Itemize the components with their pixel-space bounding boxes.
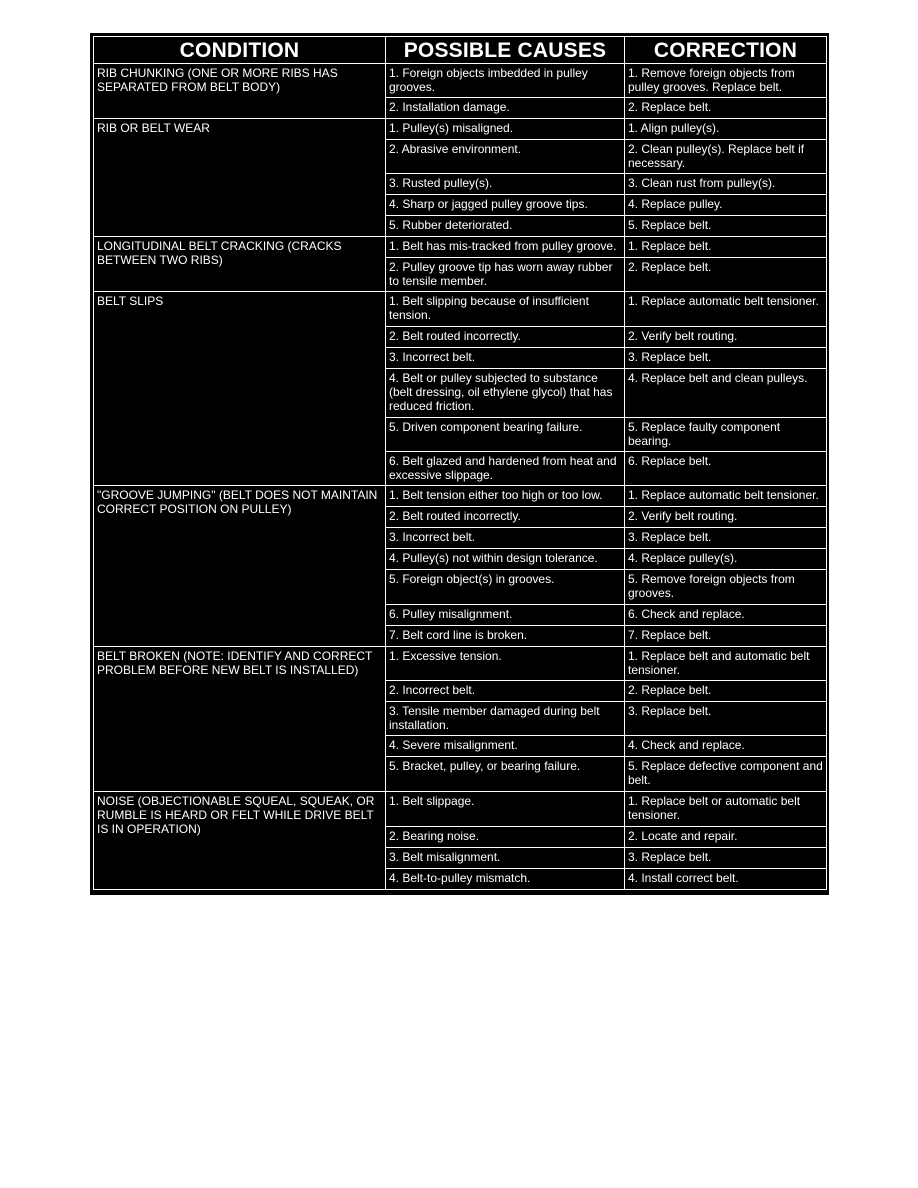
table-row (94, 237, 827, 258)
cause-cell: 5. Bracket, pulley, or bearing failure. (386, 757, 625, 792)
correction-cell: 2. Locate and repair. (625, 827, 827, 848)
cause-cell: 4. Belt or pulley subjected to substance (belt dressing, oil ethylene glycol) that has reduced friction. (386, 369, 625, 418)
cause-cell: 3. Tensile member damaged during belt installation. (386, 702, 625, 736)
cause-cell: 4. Severe misalignment. (386, 736, 625, 757)
table-row (94, 647, 827, 681)
header-possible-causes: POSSIBLE CAUSES (386, 37, 625, 64)
cause-cell: 1. Belt has mis-tracked from pulley groove. (386, 237, 625, 258)
correction-cell: 5. Replace belt. (625, 216, 827, 237)
table-row (94, 292, 827, 327)
cause-cell: 1. Pulley(s) misaligned. (386, 119, 625, 140)
correction-cell: 5. Replace defective component and belt. (625, 757, 827, 792)
correction-cell: 3. Replace belt. (625, 528, 827, 549)
condition-cell: LONGITUDINAL BELT CRACKING (CRACKS BETWEEN TWO RIBS) (94, 237, 386, 292)
correction-cell: 2. Replace belt. (625, 681, 827, 702)
cause-cell: 3. Belt misalignment. (386, 848, 625, 869)
table-row (94, 486, 827, 507)
cause-cell: 3. Incorrect belt. (386, 528, 625, 549)
cause-cell: 1. Belt slippage. (386, 792, 625, 827)
correction-cell: 4. Check and replace. (625, 736, 827, 757)
cause-cell: 4. Pulley(s) not within design tolerance. (386, 549, 625, 570)
cause-cell: 2. Abrasive environment. (386, 140, 625, 174)
cause-cell: 1. Belt tension either too high or too low. (386, 486, 625, 507)
cause-cell: 5. Driven component bearing failure. (386, 418, 625, 452)
condition-cell: RIB OR BELT WEAR (94, 119, 386, 237)
cause-cell: 1. Excessive tension. (386, 647, 625, 681)
correction-cell: 2. Replace belt. (625, 258, 827, 292)
correction-cell: 1. Replace belt and automatic belt tensioner. (625, 647, 827, 681)
table-row (94, 64, 827, 98)
cause-cell: 7. Belt cord line is broken. (386, 626, 625, 647)
correction-cell: 1. Align pulley(s). (625, 119, 827, 140)
diagnosis-table-frame (90, 33, 829, 895)
cause-cell: 2. Belt routed incorrectly. (386, 327, 625, 348)
correction-cell: 2. Verify belt routing. (625, 507, 827, 528)
correction-cell: 2. Clean pulley(s). Replace belt if necessary. (625, 140, 827, 174)
table-body (94, 64, 827, 890)
condition-cell: "GROOVE JUMPING" (BELT DOES NOT MAINTAIN CORRECT POSITION ON PULLEY) (94, 486, 386, 647)
cause-cell: 2. Belt routed incorrectly. (386, 507, 625, 528)
cause-cell: 6. Belt glazed and hardened from heat and excessive slippage. (386, 452, 625, 486)
cause-cell: 2. Pulley groove tip has worn away rubber to tensile member. (386, 258, 625, 292)
correction-cell: 1. Replace automatic belt tensioner. (625, 486, 827, 507)
header-row (94, 37, 827, 64)
correction-cell: 4. Install correct belt. (625, 869, 827, 890)
cause-cell: 4. Belt-to-pulley mismatch. (386, 869, 625, 890)
correction-cell: 2. Verify belt routing. (625, 327, 827, 348)
table-row (94, 119, 827, 140)
cause-cell: 1. Belt slipping because of insufficient tension. (386, 292, 625, 327)
cause-cell: 5. Rubber deteriorated. (386, 216, 625, 237)
correction-cell: 1. Replace belt. (625, 237, 827, 258)
condition-cell: NOISE (OBJECTIONABLE SQUEAL, SQUEAK, OR RUMBLE IS HEARD OR FELT WHILE DRIVE BELT IS IN OPERATION) (94, 792, 386, 890)
correction-cell: 1. Replace belt or automatic belt tensioner. (625, 792, 827, 827)
cause-cell: 4. Sharp or jagged pulley groove tips. (386, 195, 625, 216)
cause-cell: 2. Installation damage. (386, 98, 625, 119)
cause-cell: 2. Incorrect belt. (386, 681, 625, 702)
condition-cell: BELT SLIPS (94, 292, 386, 486)
cause-cell: 1. Foreign objects imbedded in pulley grooves. (386, 64, 625, 98)
correction-cell: 4. Replace pulley(s). (625, 549, 827, 570)
correction-cell: 7. Replace belt. (625, 626, 827, 647)
correction-cell: 4. Replace belt and clean pulleys. (625, 369, 827, 418)
correction-cell: 4. Replace pulley. (625, 195, 827, 216)
table-row (94, 792, 827, 827)
condition-cell: BELT BROKEN (NOTE: IDENTIFY AND CORRECT PROBLEM BEFORE NEW BELT IS INSTALLED) (94, 647, 386, 792)
cause-cell: 2. Bearing noise. (386, 827, 625, 848)
correction-cell: 6. Check and replace. (625, 605, 827, 626)
cause-cell: 6. Pulley misalignment. (386, 605, 625, 626)
correction-cell: 6. Replace belt. (625, 452, 827, 486)
correction-cell: 5. Replace faulty component bearing. (625, 418, 827, 452)
correction-cell: 1. Replace automatic belt tensioner. (625, 292, 827, 327)
correction-cell: 5. Remove foreign objects from grooves. (625, 570, 827, 605)
header-correction: CORRECTION (625, 37, 827, 64)
correction-cell: 3. Replace belt. (625, 348, 827, 369)
correction-cell: 2. Replace belt. (625, 98, 827, 119)
diagnosis-table (93, 36, 827, 890)
correction-cell: 1. Remove foreign objects from pulley grooves. Replace belt. (625, 64, 827, 98)
correction-cell: 3. Replace belt. (625, 702, 827, 736)
cause-cell: 5. Foreign object(s) in grooves. (386, 570, 625, 605)
cause-cell: 3. Incorrect belt. (386, 348, 625, 369)
header-condition: CONDITION (94, 37, 386, 64)
condition-cell: RIB CHUNKING (ONE OR MORE RIBS HAS SEPARATED FROM BELT BODY) (94, 64, 386, 119)
correction-cell: 3. Clean rust from pulley(s). (625, 174, 827, 195)
cause-cell: 3. Rusted pulley(s). (386, 174, 625, 195)
correction-cell: 3. Replace belt. (625, 848, 827, 869)
